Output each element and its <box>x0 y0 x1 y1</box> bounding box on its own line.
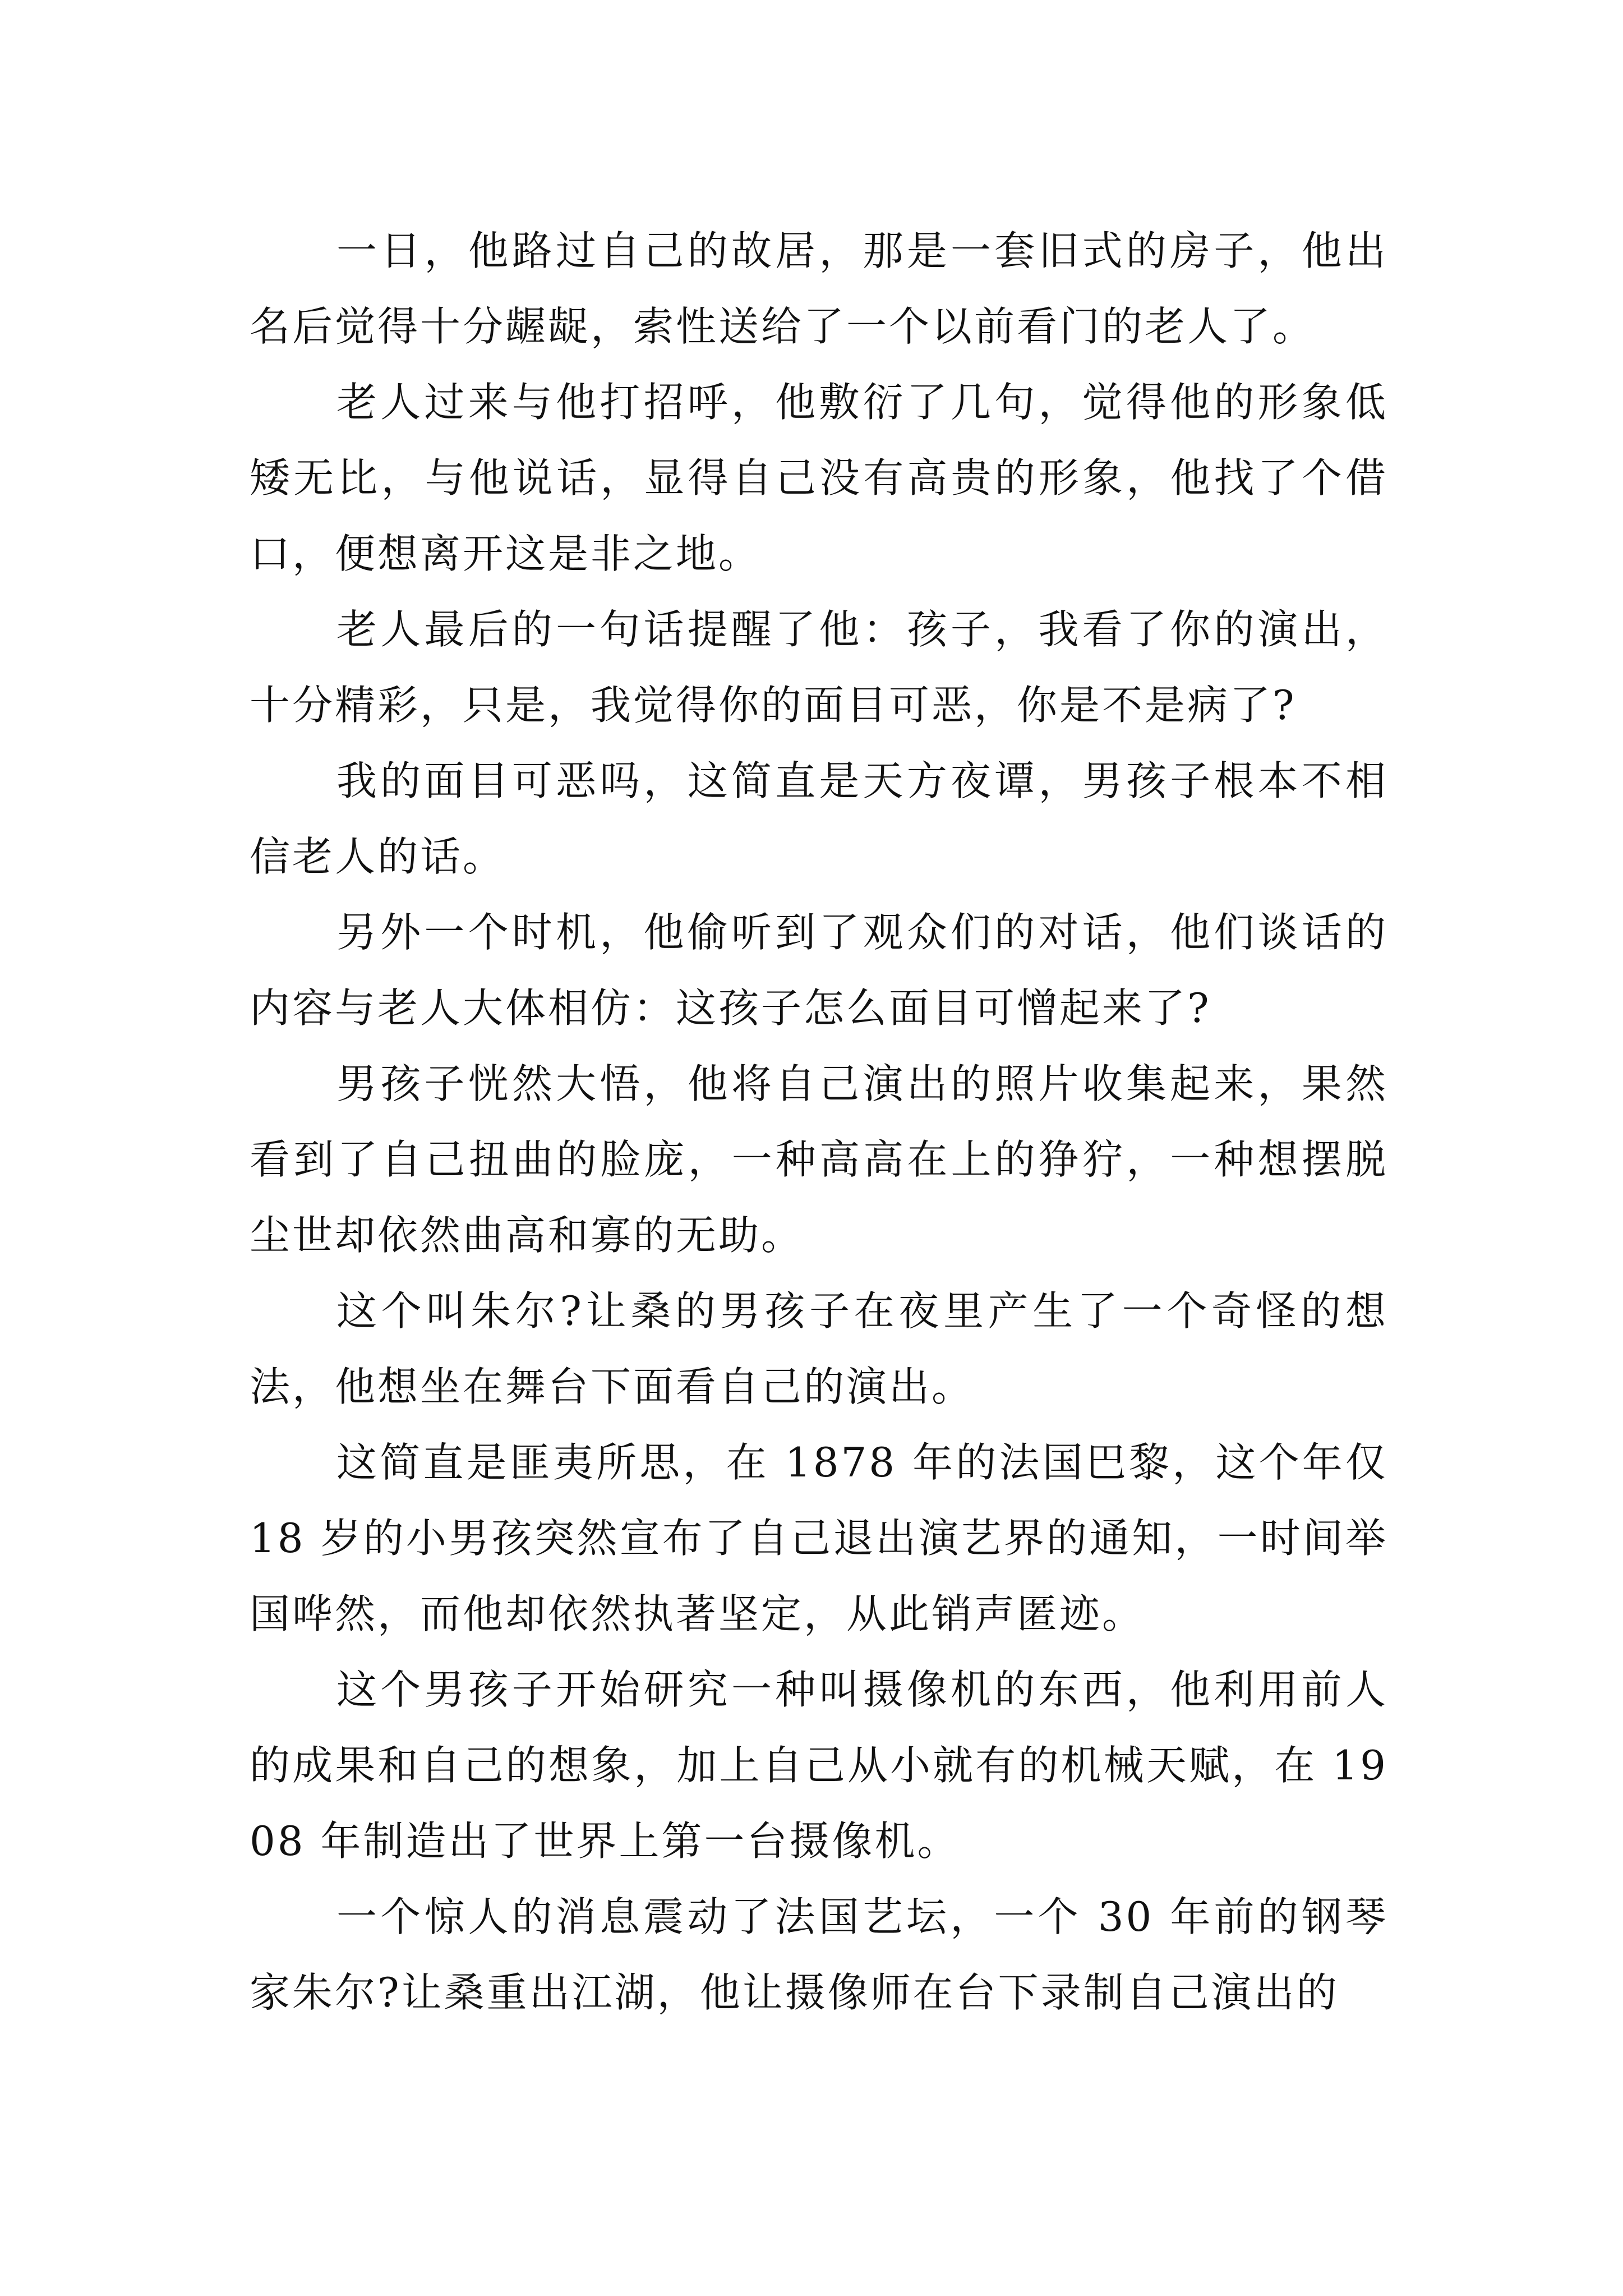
paragraph-3: 老人最后的一句话提醒了他：孩子，我看了你的演出，十分精彩，只是，我觉得你的面目可恶，你是不是病了? <box>250 606 1388 729</box>
document-body <box>250 213 1388 2031</box>
paragraph-6: 男孩子恍然大悟，他将自己演出的照片收集起来，果然看到了自己扭曲的脸庞，一种高高在上的狰狞，一种想摆脱尘世却依然曲高和寡的无助。 <box>250 1060 1388 1259</box>
paragraph-1: 一日，他路过自己的故居，那是一套旧式的房子，他出名后觉得十分龌龊，索性送给了一个以前看门的老人了。 <box>250 227 1388 350</box>
paragraph-9: 这个男孩子开始研究一种叫摄像机的东西，他利用前人的成果和自己的想象，加上自己从小就有的机械天赋，在 1908 年制造出了世界上第一台摄像机。 <box>250 1666 1388 1865</box>
paragraph-10: 一个惊人的消息震动了法国艺坛，一个 30 年前的钢琴家朱尔?让桑重出江湖，他让摄像师在台下录制自己演出的 <box>250 1893 1388 2016</box>
paragraph-2: 老人过来与他打招呼，他敷衍了几句，觉得他的形象低矮无比，与他说话，显得自己没有高贵的形象，他找了个借口，便想离开这是非之地。 <box>250 379 1388 577</box>
paragraph-4: 我的面目可恶吗，这简直是天方夜谭，男孩子根本不相信老人的话。 <box>250 757 1388 880</box>
paragraph-7: 这个叫朱尔?让桑的男孩子在夜里产生了一个奇怪的想法，他想坐在舞台下面看自己的演出。 <box>250 1287 1388 1410</box>
paragraph-8: 这简直是匪夷所思，在 1878 年的法国巴黎，这个年仅 18 岁的小男孩突然宣布了自己退出演艺界的通知，一时间举国哗然，而他却依然执著坚定，从此销声匿迹。 <box>250 1439 1388 1637</box>
paragraph-5: 另外一个时机，他偷听到了观众们的对话，他们谈话的内容与老人大体相仿：这孩子怎么面目可憎起来了? <box>250 909 1388 1032</box>
